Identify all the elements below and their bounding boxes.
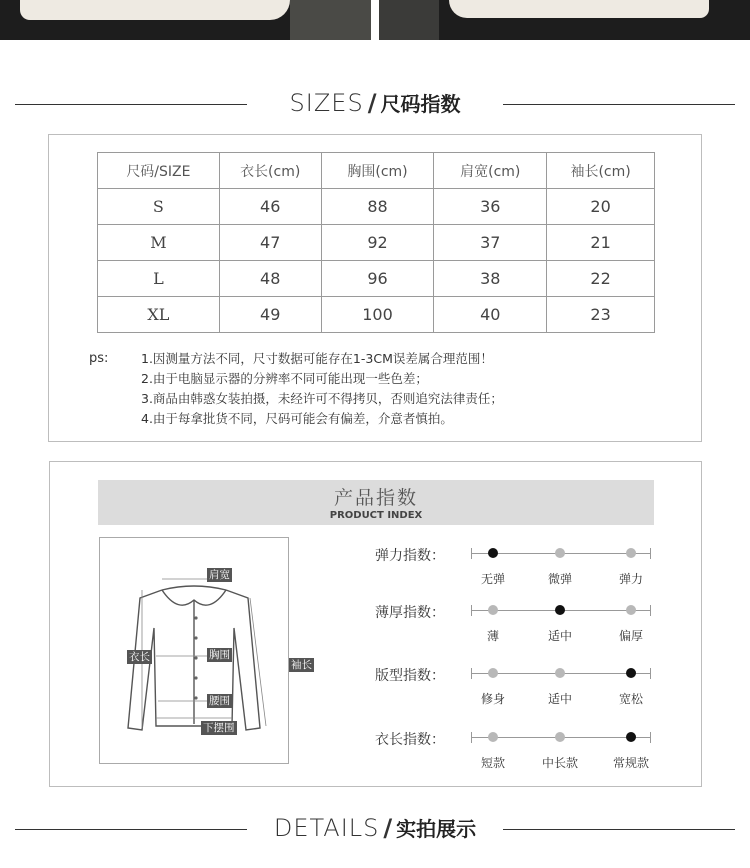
sizes-title-zh: 尺码指数	[380, 92, 461, 116]
index-scale	[471, 610, 651, 643]
size-table	[97, 152, 655, 333]
cell-length: 48	[219, 261, 321, 297]
index-dot	[488, 732, 498, 742]
sizes-title-sep: /	[367, 89, 377, 117]
index-label: 衣长指数：	[375, 732, 445, 748]
notes-prefix: ps:	[89, 351, 109, 366]
product-photo-left	[0, 0, 371, 40]
index-option: 常规款	[612, 756, 649, 770]
cell-sleeve: 21	[547, 225, 655, 261]
cell-length: 47	[219, 225, 321, 261]
note-item: 4.由于每拿批货不同，尺码可能会有偏差，介意者慎拍。	[141, 411, 453, 426]
note-item: 1.因测量方法不同，尺寸数据可能存在1-3CM误差属合理范围！	[141, 351, 493, 366]
details-section-title	[0, 809, 750, 849]
index-row-fit	[375, 665, 665, 705]
label-length: 衣长	[129, 651, 150, 663]
index-dot	[626, 732, 636, 742]
index-option: 偏厚	[618, 629, 643, 643]
size-table-header	[98, 153, 655, 189]
sizes-title-en: SIZES	[289, 89, 364, 117]
index-dot	[555, 668, 565, 678]
index-scale	[471, 737, 651, 770]
cell-chest: 100	[321, 297, 434, 333]
details-title-en: DETAILS	[273, 814, 380, 842]
cell-shoulder: 36	[434, 189, 547, 225]
index-dot	[488, 605, 498, 615]
label-waist: 腰围	[209, 695, 230, 707]
index-dot	[488, 668, 498, 678]
label-shoulder: 肩宽	[209, 569, 230, 581]
garment-measure-diagram	[99, 537, 312, 764]
cell-chest: 92	[321, 225, 434, 261]
index-option: 弹力	[618, 572, 643, 586]
cell-chest: 88	[321, 189, 434, 225]
product-index-panel	[49, 461, 702, 787]
cell-shoulder: 37	[434, 225, 547, 261]
cell-size: L	[98, 261, 220, 297]
table-row	[98, 261, 655, 297]
cell-sleeve: 23	[547, 297, 655, 333]
cell-size: S	[98, 189, 220, 225]
product-index-title-en: PRODUCT INDEX	[329, 510, 423, 521]
cell-chest: 96	[321, 261, 434, 297]
index-scale	[471, 553, 651, 586]
cell-size: M	[98, 225, 220, 261]
index-option: 适中	[547, 629, 572, 643]
table-row	[98, 189, 655, 225]
index-option: 无弹	[480, 572, 505, 586]
label-chest: 胸围	[209, 649, 230, 661]
product-index-header	[98, 480, 654, 525]
sizes-section-title	[0, 84, 750, 124]
header-sleeve: 袖长(cm)	[547, 153, 655, 189]
header-size: 尺码/SIZE	[98, 153, 220, 189]
size-chart-panel	[48, 134, 702, 442]
label-sleeve: 袖长	[291, 659, 312, 671]
table-row	[98, 297, 655, 333]
note-item: 3.商品由韩惑女装拍摄，未经许可不得拷贝，否则追究法律责任；	[141, 391, 503, 406]
index-dot	[626, 605, 636, 615]
index-label: 弹力指数：	[375, 548, 445, 564]
cell-shoulder: 38	[434, 261, 547, 297]
index-option: 中长款	[541, 756, 578, 770]
index-option: 修身	[480, 692, 505, 706]
cell-sleeve: 20	[547, 189, 655, 225]
index-scale	[471, 673, 651, 706]
size-notes	[89, 349, 503, 429]
label-hem: 下摆围	[203, 722, 235, 734]
index-row-length	[375, 729, 665, 769]
details-title-sep: /	[383, 814, 393, 842]
index-row-elasticity	[375, 545, 665, 585]
index-option: 适中	[547, 692, 572, 706]
index-dot	[488, 548, 498, 558]
header-shoulder: 肩宽(cm)	[434, 153, 547, 189]
cell-length: 49	[219, 297, 321, 333]
note-item: 2.由于电脑显示器的分辨率不同可能出现一些色差；	[141, 371, 428, 386]
index-label: 版型指数：	[375, 668, 445, 684]
product-index-title-zh: 产品指数	[333, 487, 418, 509]
header-chest: 胸围(cm)	[321, 153, 434, 189]
cell-length: 46	[219, 189, 321, 225]
table-row	[98, 225, 655, 261]
index-option: 宽松	[618, 692, 643, 706]
index-row-thickness	[375, 602, 665, 642]
index-dot	[626, 548, 636, 558]
header-length: 衣长(cm)	[219, 153, 321, 189]
index-dot	[555, 548, 565, 558]
index-option: 微弹	[547, 572, 572, 586]
index-dot	[626, 668, 636, 678]
index-dot	[555, 605, 565, 615]
index-option: 短款	[480, 756, 505, 770]
index-dot	[555, 732, 565, 742]
cell-sleeve: 22	[547, 261, 655, 297]
index-option: 薄	[486, 629, 499, 643]
cell-shoulder: 40	[434, 297, 547, 333]
cell-size: XL	[98, 297, 220, 333]
product-photo-right	[379, 0, 750, 40]
details-title-zh: 实拍展示	[396, 817, 477, 841]
index-label: 薄厚指数：	[375, 605, 445, 621]
